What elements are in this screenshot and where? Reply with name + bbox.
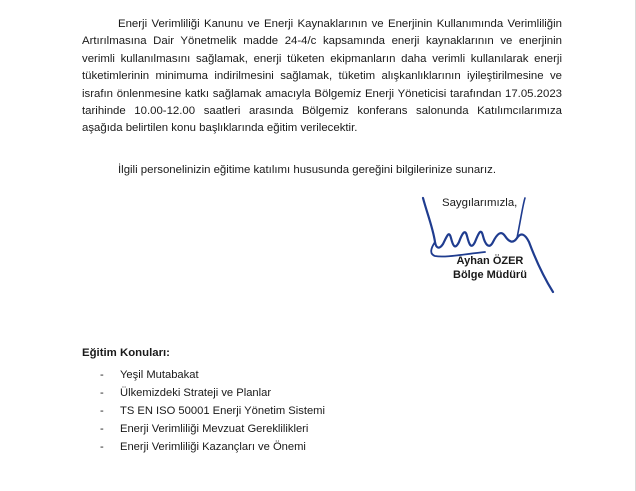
closing-greeting: Saygılarımızla, [442,197,518,209]
topics-list [100,366,325,456]
list-item: - TS EN ISO 50001 Enerji Yönetim Sistemi [100,402,325,420]
signatory-block [453,254,527,282]
dash-bullet-icon: - [100,387,104,399]
body-paragraph-1: Enerji Verimliliği Kanunu ve Enerji Kaynaklarının ve Enerjinin Kullanımında Verimliliğin Artırılmasına Dair Yönetmelik madde 24-4/c kapsamında enerji kaynaklarının ve enerjinin verimli kullanılmasını sağlamak, enerji tüketen ekipmanların daha verimli kullanılarak enerji tüketimlerinin minimuma indirilmesini sağlamak, tüketim alışkanlıklarının iyileştirilmesine ve israfın önlenmesine katkı sağlamak amacıyla Bölgemiz Enerji Yöneticisi tarafından 17.05.2023 tarihinde 10.00-12.00 saatleri arasında Bölgemiz konferans salonunda Katılımcılarımıza aşağıda belirtilen konu başlıklarında eğitim verilecektir. [82,18,562,135]
dash-bullet-icon: - [100,423,104,435]
topics-heading: Eğitim Konuları: [82,347,170,359]
body-paragraph-2: İlgili personelinizin eğitime katılımı hususunda gereğini bilgilerinize sunarız. [118,164,496,176]
dash-bullet-icon: - [100,405,104,417]
list-item: - Enerji Verimliliği Mevzuat Gereklilikleri [100,420,325,438]
signatory-title: Bölge Müdürü [453,269,527,281]
list-item: - Yeşil Mutabakat [100,366,325,384]
list-item: - Ülkemizdeki Strateji ve Planlar [100,384,325,402]
dash-bullet-icon: - [100,441,104,453]
signatory-name: Ayhan ÖZER [456,255,524,267]
dash-bullet-icon: - [100,369,104,381]
list-item: - Enerji Verimliliği Kazançları ve Önemi [100,438,325,456]
